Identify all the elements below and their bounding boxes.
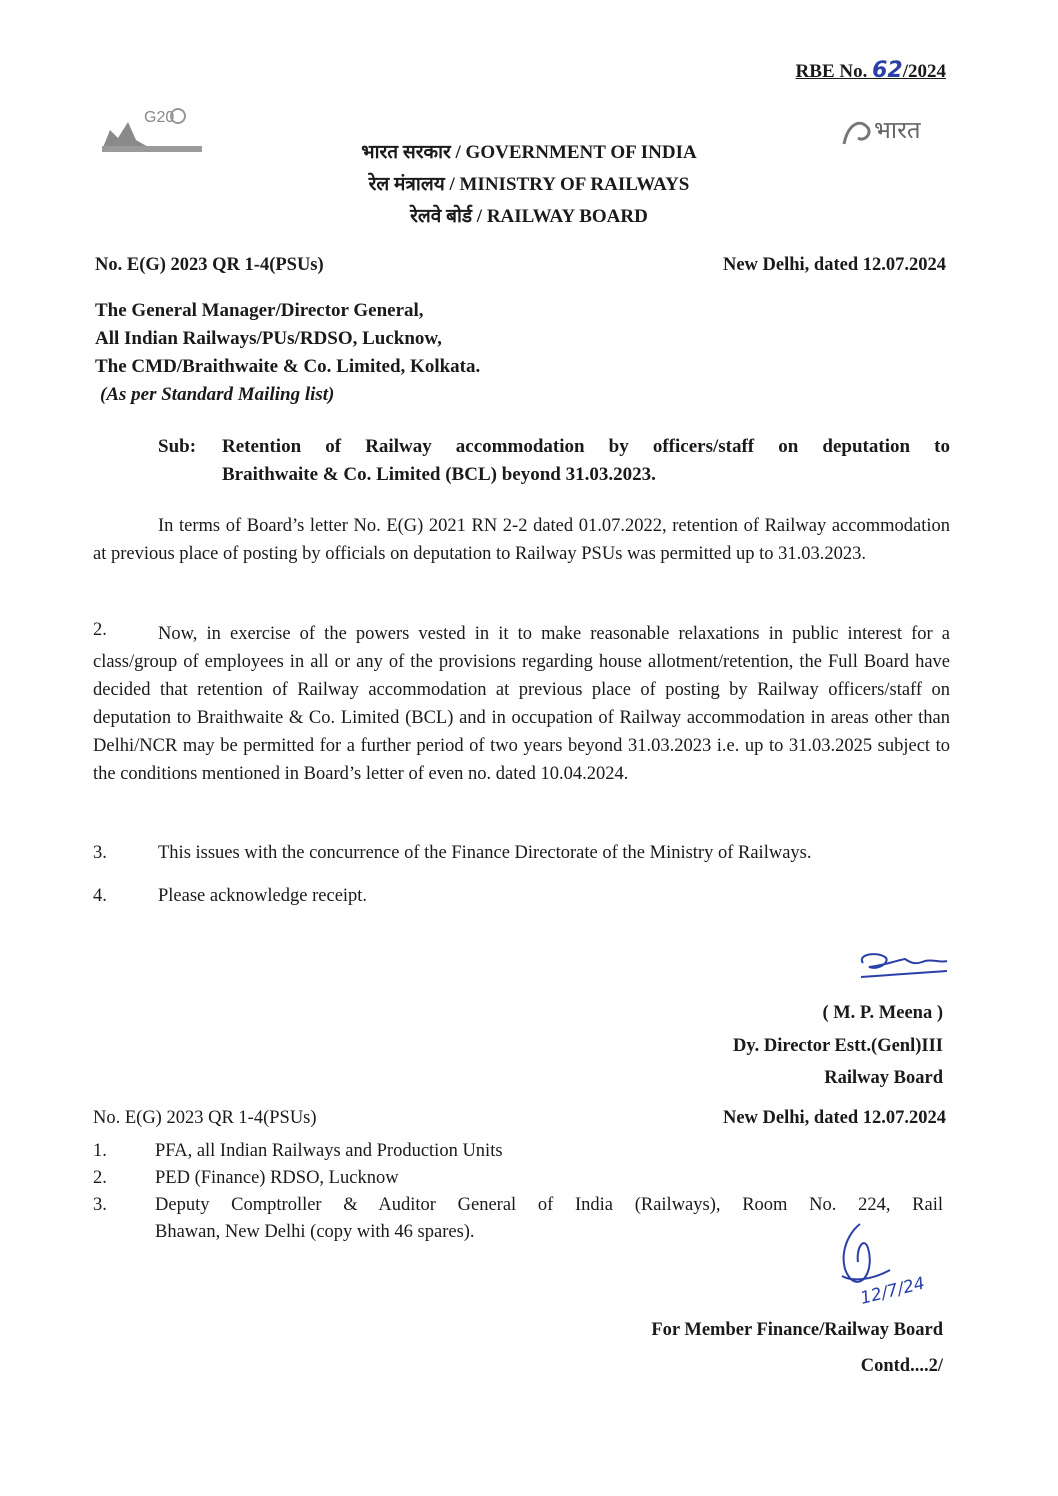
g20-logo-text: G20 [144,109,175,126]
header-ministry: रेल मंत्रालय / MINISTRY OF RAILWAYS [368,174,690,195]
copy-item-3-continued: Bhawan, New Delhi (copy with 46 spares). [155,1222,475,1242]
copy-item-3-number: 3. [93,1195,107,1215]
addressee-line-1: The General Manager/Director General, [95,300,424,321]
rbe-prefix: RBE No. [795,61,873,82]
rbe-handwritten-number: 62 [872,58,903,83]
copy-item-1: PFA, all Indian Railways and Production Units [155,1141,503,1161]
signatory-name: ( M. P. Meena ) [822,1003,943,1023]
paragraph-3-number: 3. [93,843,107,863]
subject-line-1: Retention of Railway accommodation by officers/staff on deputation to [222,436,950,457]
paragraph-4-number: 4. [93,886,107,906]
letter-place-date: New Delhi, dated 12.07.2024 [722,255,946,275]
copy-item-2-number: 2. [93,1168,107,1188]
copy-item-2: PED (Finance) RDSO, Lucknow [155,1168,399,1188]
addressee-line-2: All Indian Railways/PUs/RDSO, Lucknow, [95,328,442,349]
subject-line-2: Braithwaite & Co. Limited (BCL) beyond 31.03.2023. [222,464,656,485]
paragraph-3: This issues with the concurrence of the Finance Directorate of the Ministry of Railways. [158,843,812,863]
paragraph-2: Now, in exercise of the powers vested in it to make reasonable relaxations in public interest for a class/group of employees in all or any of the provisions regarding house allotment/retention, the Full Board have decided that retention of Railway accommodation at previous place of posting by Railway officers/staff on deputation to Braithwaite & Co. Limited (BCL) and in occupation of Railway accommodation in areas other than Delhi/NCR may be permitted for a further period of two years beyond 31.03.2023 i.e. up to 31.03.2025 subject to the conditions mentioned in Board’s letter of even no. dated 10.04.2024. [93,624,950,784]
signatory-office: Railway Board [824,1068,943,1088]
finance-signatory-label: For Member Finance/Railway Board [651,1320,943,1340]
copy-place-date: New Delhi, dated 12.07.2024 [722,1108,946,1128]
header-board: रेलवे बोर्ड / RAILWAY BOARD [410,206,648,227]
rbe-number [796,58,946,83]
rbe-suffix: /2024 [902,61,946,82]
signatory-designation: Dy. Director Estt.(Genl)III [733,1036,943,1056]
signature-mark [855,945,950,990]
addressee-line-3: The CMD/Braithwaite & Co. Limited, Kolkata. [95,356,481,377]
paragraph-1: In terms of Board’s letter No. E(G) 2021 RN 2-2 dated 01.07.2022, retention of Railway accommodation at previous place of posting by officials on deputation to Railway PSUs was permitted up to 31.03.2023. [93,516,950,564]
subject-label: Sub: [158,436,197,457]
copy-item-1-number: 1. [93,1141,107,1161]
copy-reference-number: No. E(G) 2023 QR 1-4(PSUs) [93,1108,317,1128]
continued-marker: Contd....2/ [860,1356,943,1376]
header-government: भारत सरकार / GOVERNMENT OF INDIA [361,142,697,163]
paragraph-4: Please acknowledge receipt. [158,886,368,906]
addressee-mailing-list: (As per Standard Mailing list) [100,384,335,405]
letter-reference-number: No. E(G) 2023 QR 1-4(PSUs) [95,255,324,275]
paragraph-2-number: 2. [93,620,107,640]
finance-handwritten-date: 12/7/24 [858,1273,927,1309]
finance-signature-mark [812,1218,947,1313]
copy-item-3: Deputy Comptroller & Auditor General of India (Railways), Room No. 224, Rail [155,1195,943,1215]
emblem-logo-text: भारत [874,116,921,144]
